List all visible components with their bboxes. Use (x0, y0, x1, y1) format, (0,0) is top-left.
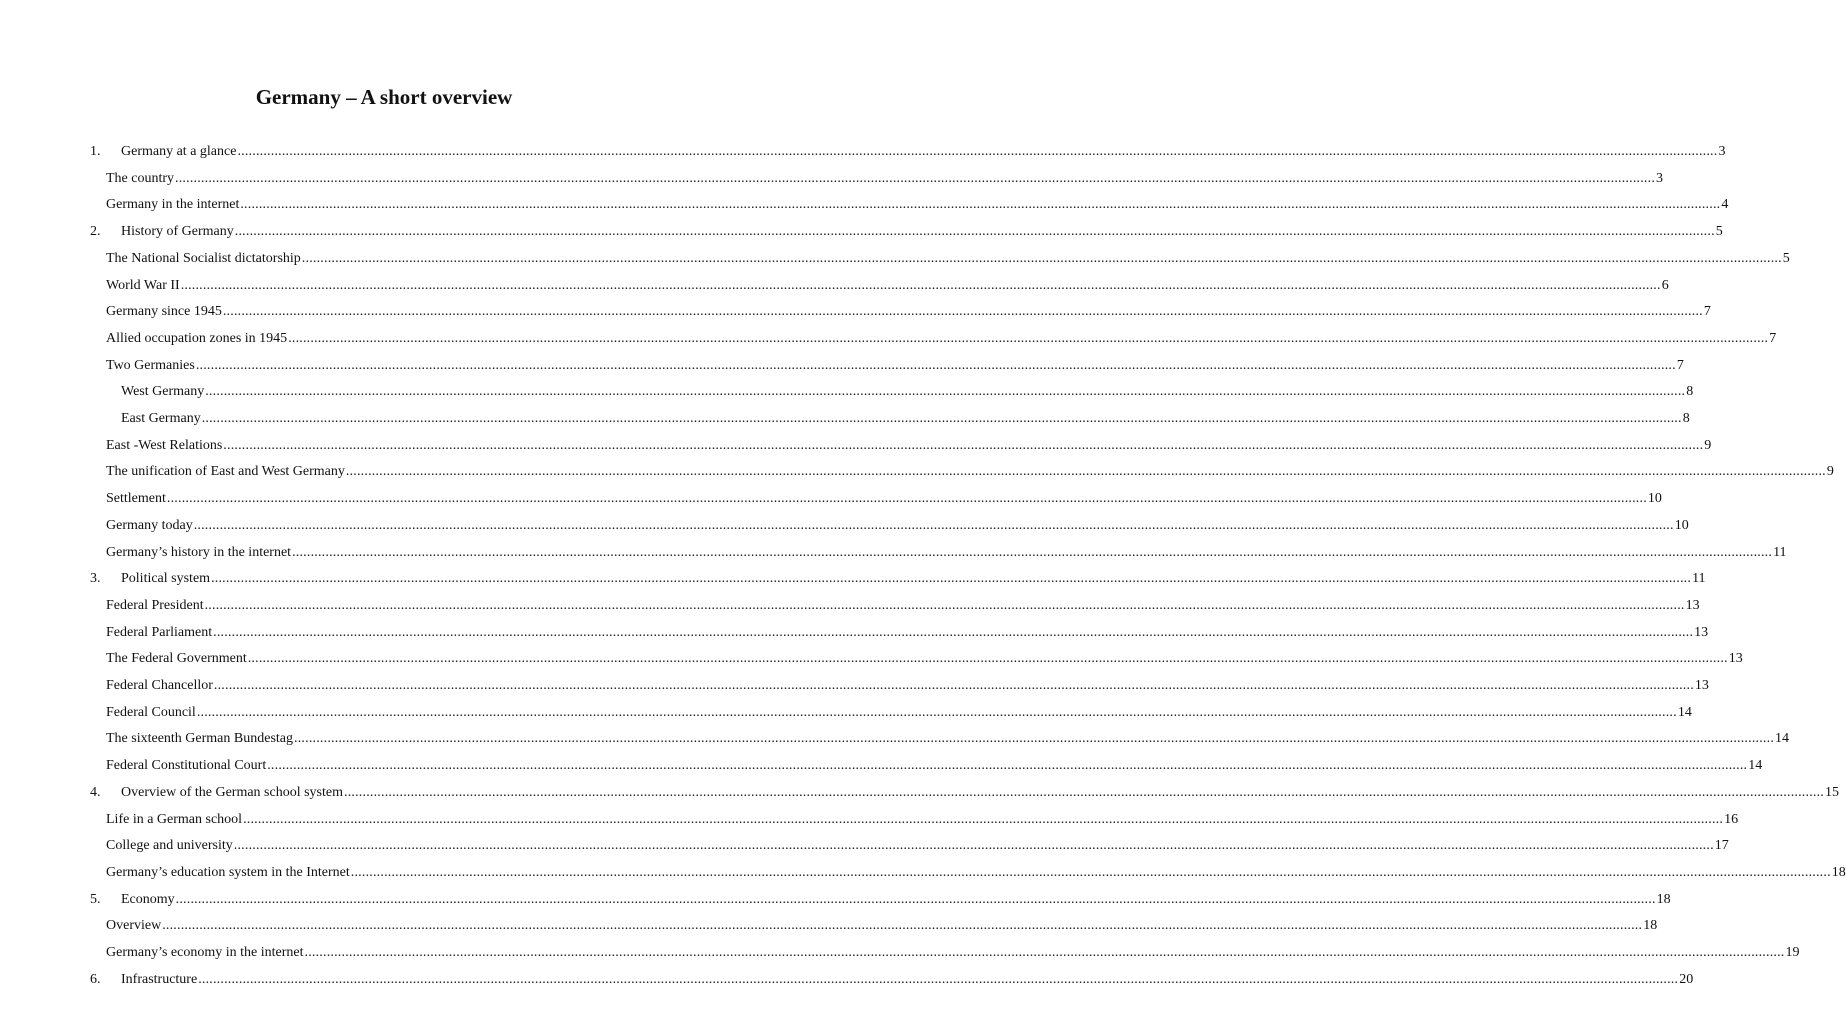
toc-entry-title: Federal Constitutional Court (106, 758, 267, 774)
dot-leader: ................................................................................................................................................................................................................................................................................................................................................................................................................ (205, 384, 1686, 400)
toc-entry[interactable] (106, 703, 1692, 723)
toc-entry-title: World War II (106, 277, 180, 293)
dot-leader: ................................................................................................................................................................................................................................................................................................................................................................................................................ (193, 517, 1674, 533)
toc-entry-page-number: 7 (1676, 357, 1684, 373)
toc-entry-title: Germany since 1945 (106, 304, 222, 320)
dot-leader: ................................................................................................................................................................................................................................................................................................................................................................................................................ (301, 250, 1782, 266)
toc-entry-title: Two Germanies (106, 357, 195, 373)
dot-leader: ................................................................................................................................................................................................................................................................................................................................................................................................................ (288, 330, 1769, 346)
dot-leader: ................................................................................................................................................................................................................................................................................................................................................................................................................ (213, 624, 1694, 640)
toc-entry-title: The sixteenth German Bundestag (106, 731, 294, 747)
toc-entry-title: Infrastructure (121, 971, 198, 987)
toc-entry-page-number: 18 (1643, 918, 1658, 934)
toc-entry-title: The Federal Government (106, 651, 247, 667)
toc-entry-title: East -West Relations (106, 437, 223, 453)
toc-entry-title: Overview (106, 918, 162, 934)
dot-leader: ................................................................................................................................................................................................................................................................................................................................................................................................................ (350, 864, 1831, 880)
toc-entry-title: Germany today (106, 517, 193, 533)
toc-entry-page-number: 11 (1773, 544, 1787, 560)
toc-entry[interactable] (106, 436, 1712, 456)
dot-leader: ................................................................................................................................................................................................................................................................................................................................................................................................................ (344, 784, 1824, 800)
toc-entry[interactable] (106, 356, 1684, 376)
dot-leader: ................................................................................................................................................................................................................................................................................................................................................................................................................ (222, 304, 1703, 320)
dot-leader: ................................................................................................................................................................................................................................................................................................................................................................................................................ (162, 918, 1643, 934)
toc-entry-number: 4. (90, 784, 101, 800)
toc-entry[interactable] (106, 462, 1834, 482)
toc-entry-page-number: 3 (1718, 144, 1726, 159)
toc-entry[interactable] (106, 302, 1711, 322)
toc-entry-title: Germany in the internet (106, 197, 240, 213)
toc-entry-title: Overview of the German school system (121, 784, 343, 800)
dot-leader: ................................................................................................................................................................................................................................................................................................................................................................................................................ (195, 357, 1676, 373)
dot-leader: ................................................................................................................................................................................................................................................................................................................................................................................................................ (213, 678, 1694, 693)
dot-leader: ................................................................................................................................................................................................................................................................................................................................................................................................................ (175, 891, 1656, 907)
toc-entry-title: Federal Council (106, 704, 196, 720)
toc-entry-title: Economy (121, 891, 175, 907)
toc-entry-title: Germany’s economy in the internet (106, 945, 304, 960)
toc-entry-page-number: 9 (1704, 437, 1712, 453)
toc-entry-page-number: 14 (1677, 704, 1692, 720)
toc-entry-title: The country (106, 170, 175, 186)
toc-entry[interactable] (106, 329, 1777, 349)
toc-entry-page-number: 8 (1682, 411, 1690, 426)
toc-entry-page-number: 14 (1748, 758, 1763, 774)
toc-entry-page-number: 13 (1728, 651, 1743, 667)
document-title: Germany – A short overview (255, 85, 513, 109)
toc-entry[interactable] (90, 970, 1694, 990)
toc-entry[interactable] (90, 783, 1839, 803)
dot-leader: ................................................................................................................................................................................................................................................................................................................................................................................................................ (292, 544, 1773, 560)
toc-entry-page-number: 7 (1769, 330, 1777, 346)
toc-entry-title: East Germany (121, 411, 201, 426)
toc-entry-page-number: 19 (1785, 945, 1800, 960)
toc-entry-page-number: 13 (1685, 597, 1700, 613)
toc-entry-number: 6. (90, 971, 101, 987)
toc-entry-page-number: 10 (1647, 491, 1662, 507)
toc-entry-title: College and university (106, 838, 233, 854)
toc-entry-page-number: 16 (1724, 811, 1739, 827)
toc-entry[interactable] (106, 276, 1669, 296)
toc-entry-page-number: 5 (1782, 250, 1790, 266)
dot-leader: ................................................................................................................................................................................................................................................................................................................................................................................................................ (175, 170, 1656, 186)
dot-leader: ................................................................................................................................................................................................................................................................................................................................................................................................................ (166, 491, 1647, 507)
toc-entry[interactable] (106, 756, 1763, 776)
toc-entry-page-number: 13 (1694, 678, 1709, 693)
dot-leader: ................................................................................................................................................................................................................................................................................................................................................................................................................ (211, 571, 1692, 587)
toc-entry-page-number: 5 (1715, 224, 1723, 240)
dot-leader: ................................................................................................................................................................................................................................................................................................................................................................................................................ (247, 651, 1728, 667)
toc-entry-page-number: 3 (1656, 170, 1664, 186)
toc-entry[interactable] (90, 890, 1671, 910)
toc-entry[interactable] (106, 195, 1729, 215)
toc-entry[interactable] (106, 649, 1743, 669)
toc-entry-page-number: 15 (1825, 784, 1839, 800)
toc-entry[interactable] (106, 596, 1700, 616)
dot-leader: ................................................................................................................................................................................................................................................................................................................................................................................................................ (345, 464, 1826, 480)
toc-entry[interactable] (106, 863, 1846, 883)
toc-entry-title: Germany at a glance (121, 144, 237, 159)
toc-entry-title: Germany’s history in the internet (106, 544, 292, 560)
dot-leader: ................................................................................................................................................................................................................................................................................................................................................................................................................ (234, 224, 1715, 240)
toc-entry[interactable] (90, 142, 1726, 162)
dot-leader: ................................................................................................................................................................................................................................................................................................................................................................................................................ (196, 704, 1677, 720)
dot-leader: ................................................................................................................................................................................................................................................................................................................................................................................................................ (180, 277, 1661, 293)
dot-leader: ................................................................................................................................................................................................................................................................................................................................................................................................................ (267, 758, 1748, 774)
toc-entry[interactable] (106, 729, 1790, 749)
toc-entry[interactable] (90, 222, 1723, 242)
toc-entry-page-number: 9 (1826, 464, 1834, 480)
dot-leader: ................................................................................................................................................................................................................................................................................................................................................................................................................ (204, 597, 1685, 613)
toc-entry[interactable] (106, 516, 1689, 536)
toc-entry[interactable] (106, 489, 1662, 509)
toc-entry-number: 5. (90, 891, 101, 907)
toc-entry-title: Federal Chancellor (106, 678, 213, 693)
toc-entry[interactable] (106, 543, 1787, 563)
toc-entry[interactable] (90, 569, 1706, 589)
toc-entry-page-number: 6 (1661, 277, 1669, 293)
dot-leader: ................................................................................................................................................................................................................................................................................................................................................................................................................ (240, 197, 1721, 213)
toc-entry-title: West Germany (121, 384, 205, 400)
toc-entry[interactable] (121, 409, 1690, 429)
toc-entry-title: The National Socialist dictatorship (106, 250, 301, 266)
toc-entry[interactable] (106, 836, 1729, 856)
toc-entry-page-number: 8 (1686, 384, 1694, 400)
toc-entry[interactable] (106, 169, 1664, 189)
dot-leader: ................................................................................................................................................................................................................................................................................................................................................................................................................ (233, 838, 1714, 854)
dot-leader: ................................................................................................................................................................................................................................................................................................................................................................................................................ (223, 437, 1704, 453)
toc-entry-page-number: 10 (1674, 517, 1689, 533)
toc-entry-title: Federal Parliament (106, 624, 213, 640)
dot-leader: ................................................................................................................................................................................................................................................................................................................................................................................................................ (201, 411, 1682, 426)
toc-entry-title: Political system (121, 571, 211, 587)
toc-entry-page-number: 13 (1694, 624, 1709, 640)
toc-entry-number: 1. (90, 144, 101, 159)
toc-entry[interactable] (106, 623, 1709, 643)
toc-entry-title: The unification of East and West Germany (106, 464, 345, 480)
toc-entry-page-number: 20 (1679, 971, 1694, 987)
toc-entry[interactable] (106, 676, 1709, 696)
toc-entry-title: Allied occupation zones in 1945 (106, 330, 288, 346)
toc-entry-page-number: 14 (1775, 731, 1790, 747)
toc-entry[interactable] (106, 943, 1800, 963)
toc-entry-number: 2. (90, 224, 101, 240)
toc-entry-title: Germany’s education system in the Internet (106, 864, 350, 880)
toc-entry-page-number: 7 (1703, 304, 1711, 320)
toc-entry[interactable] (106, 916, 1658, 936)
toc-entry-page-number: 18 (1656, 891, 1671, 907)
toc-entry-page-number: 18 (1831, 864, 1846, 880)
dot-leader: ................................................................................................................................................................................................................................................................................................................................................................................................................ (294, 731, 1775, 747)
dot-leader: ................................................................................................................................................................................................................................................................................................................................................................................................................ (198, 971, 1679, 987)
toc-entry-title: Federal President (106, 597, 204, 613)
toc-entry-title: History of Germany (121, 224, 234, 240)
toc-entry[interactable] (121, 382, 1694, 402)
toc-entry[interactable] (106, 249, 1790, 269)
toc-entry-number: 3. (90, 571, 101, 587)
dot-leader: ................................................................................................................................................................................................................................................................................................................................................................................................................ (304, 945, 1785, 960)
toc-entry-page-number: 17 (1714, 838, 1729, 854)
dot-leader: ................................................................................................................................................................................................................................................................................................................................................................................................................ (243, 811, 1724, 827)
dot-leader: ................................................................................................................................................................................................................................................................................................................................................................................................................ (237, 144, 1718, 159)
toc-entry-title: Life in a German school (106, 811, 243, 827)
toc-entry[interactable] (106, 810, 1739, 830)
toc-entry-page-number: 11 (1692, 571, 1706, 587)
toc-entry-title: Settlement (106, 491, 166, 507)
toc-entry-page-number: 4 (1721, 197, 1729, 213)
